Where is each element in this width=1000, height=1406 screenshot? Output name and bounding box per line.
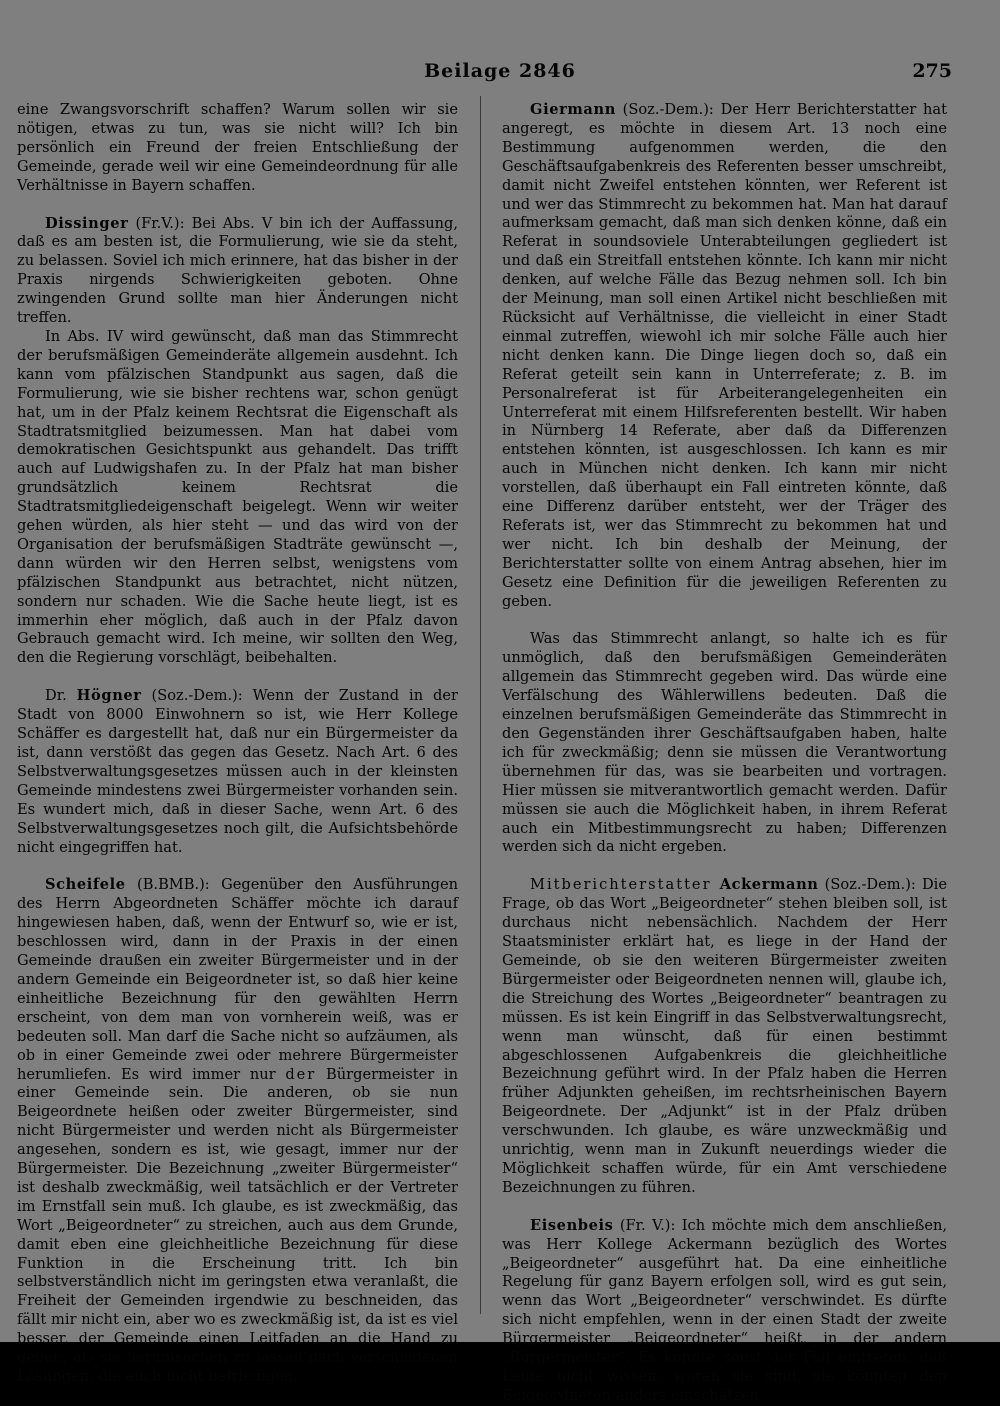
paragraph-dissinger-cont	[17, 328, 458, 668]
paragraph-text: Gegenüber den Ausführungen des Herrn Abgeordneten Schäffer möchte ich darauf hingewiesen haben, daß, wenn der Entwurf so, wie er ist, beschlossen wird, dann in der Praxis in der einen Gemeinde draußen ein zweiter Bürgermeister und in der andern Gemeinde ein Beigeordneter ist, so daß hier keine einheitliche Bezeichnung für den gewählten Herrn erscheint, von dem man von vornherein weiß, was er bedeuten soll. Man darf die Sache nicht so aufzäumen, als ob in einer Gemeinde zwei oder mehrere Bürgermeister herumliefen. Es wird immer nur	[17, 876, 458, 1083]
speaker-prefix: Dr.	[45, 687, 77, 705]
paragraph-text: eine Zwangsvorschrift schaffen? Warum sollen wir sie nötigen, etwas zu tun, was sie nicht will? Ich bin persönlich ein Freund der freien Entschließung der Gemeinde, gerade weil wir eine Gemeindeordnung für alle Verhältnisse in Bayern schaffen.	[17, 101, 458, 194]
page-number: 275	[912, 60, 952, 82]
paragraph-text: Wenn der Zustand in der Stadt von 8000 Einwohnern so ist, wie Herr Kollege Schäffer es dargestellt hat, daß nur ein Bürgermeister da ist, dann verstößt das gegen das Gesetz. Nach Art. 6 des Selbstverwaltungsgesetzes müssen auch in der kleinsten Gemeinde mindestens zwei Bürgermeister vorhanden sein. Es wundert mich, daß in dieser Sache, wenn Art. 6 des Selbstverwaltungsgesetzes noch gilt, die Aufsichtsbehörde nicht eingegriffen hat.	[17, 687, 458, 856]
speaker-name: Giermann	[530, 101, 616, 118]
speaker-name: Scheifele	[45, 876, 126, 894]
right-column	[502, 101, 947, 1404]
paragraph-text: Die Frage, ob das Wort „Beigeordneter“ stehen bleiben soll, ist durchaus nicht nebensächlich. Nachdem der Herr Staatsminister erklärt hat, es liege in der Hand der Gemeinde, ob sie den weiteren Bürgermeister zweiten Bürgermeister oder Beigeordneten nennen will, glaube ich, die Streichung des Wortes „Beigeordneter“ beantragen zu müssen. Es ist kein Eingriff in das Selbstverwaltungsrecht, wenn man wünscht, daß für einen bestimmt abgeschlossenen Aufgabenkreis die gleichheitliche Bezeichnung geführt wird. In der Pfalz haben die Herren früher Adjunkten geheißen, im rechtsrheinischen Bayern Beigeordnete. Der „Adjunkt“ ist in der Pfalz drüben verschwunden. Ich glaube, es wäre unzweckmäßig und unrichtig, wenn man in Zukunft neuerdings wieder die Möglichkeit schaffen würde, für ein Amt verschiedene Bezeichnungen zu führen.	[502, 876, 947, 1196]
speaker-party: (Soz.-Dem.):	[615, 101, 721, 118]
speaker-name: Dissinger	[45, 214, 129, 232]
paragraph-scheifele	[17, 876, 458, 1386]
paragraph-text: Ich möchte mich dem anschließen, was Herr Kollege Ackermann bezüglich des Wortes „Beigeordneter“ ausgeführt hat. Da eine einheitliche Regelung für ganz Bayern erfolgen soll, wird es gut sein, wenn das Wort „Beigeordneter“ verschwindet. Es dürfte sich nicht empfehlen, wenn in der einen Stadt der zweite Bürgermeister „Beigeordneter“ heißt, in der andern „Bürgermeister“. Es könnte sonst der Fall eintreten, daß Leute nicht wissen, woran sie sind, sie könnten den Beigeordneten anders einschätzen	[502, 1216, 947, 1404]
speaker-party: (Fr.V.):	[128, 214, 192, 232]
speaker-name: Ackermann	[719, 876, 819, 894]
paragraph-ackermann	[502, 876, 947, 1197]
speaker-name: Högner	[76, 687, 142, 705]
spaced-emphasis: der	[285, 1065, 317, 1083]
speaker-name: Eisenbeis	[530, 1216, 614, 1234]
paragraph-text: Was das Stimmrecht anlangt, so halte ich es für unmöglich, daß den berufsmäßigen Gemeinderäten allgemein das Stimmrecht gegeben wird. Das würde eine Verfälschung des Wählerwillens bedeuten. Daß die einzelnen berufsmäßigen Gemeinderäte das Stimmrecht in den Gegenständen ihrer Geschäftsaufgaben haben, halte ich für zweckmäßig; denn sie müssen die Verantwortung übernehmen für das, was sie bearbeiten und vortragen. Hier müssen sie mitverantwortlich gemacht werden. Dafür müssen sie auch die Möglichkeit haben, in ihrem Referat auch ein Mitbestimmungsrecht zu haben; Differenzen werden sich da nicht ergeben.	[502, 630, 947, 856]
paragraph-text: Bürgermeister in einer Gemeinde sein. Die anderen, ob sie nun Beigeordnete heißen oder zweiter Bürgermeister, sind nicht Bürgermeister und werden nicht als Bürgermeister angesehen, sondern es ist, wie gesagt, immer nur der Bürgermeister. Die Bezeichnung „zweiter Bürgermeister“ ist deshalb zweckmäßig, weil tatsächlich er der Vertreter im Ernstfall sein muß. Ich glaube, es ist zweckmäßig, das Wort „Beigeordneter“ zu streichen, auch aus dem Grunde, damit eben eine gleichheitliche Bezeichnung für diese Funktion in die Erscheinung tritt. Ich bin selbstverständlich nicht im geringsten etwa veranlaßt, die Freiheit der Gemeinden irgendwie zu beschneiden, das fällt mir nicht ein, aber wo es zweckmäßig ist, da ist es viel besser, der Gemeinde einen Leitfaden an die Hand zu geben, als sie herumsuchen zu lassen nach verschiedenen Lösungen, die auch nicht befriedigen.	[17, 1065, 458, 1385]
paragraph-giermann	[502, 101, 947, 611]
speaker-party: (Soz.-Dem.):	[141, 687, 253, 705]
left-column	[17, 101, 458, 1385]
speaker-party: (Soz.-Dem.):	[818, 876, 922, 894]
paragraph-text: Der Herr Berichterstatter hat angeregt, es möchte in diesem Art. 13 noch eine Bestimmung aufgenommen werden, die den Geschäftsaufgabenkreis des Referenten besser umschreibt, damit nicht Zweifel entstehen könnten, wer Referent ist und wer das Stimmrecht zu bekommen hat. Man hat darauf aufmerksam gemacht, daß man sich denken könne, daß ein Referat in soundsoviele Unterabteilungen gegliedert ist und daß ein Streitfall entstehen könnte. Ich kann mir nicht denken, auf welche Fälle das Bezug nehmen soll. Ich bin der Meinung, man soll einen Artikel nicht beschließen mit Rücksicht auf Verhältnisse, die vielleicht in einer Stadt einmal zutreffen, wiewohl ich mir solche Fälle auch hier nicht denken kann. Die Dinge liegen doch so, daß ein Referat geteilt sein kann in Unterreferate; z. B. im Personalreferat ist für Arbeiterangelegenheiten ein Unterreferat mit einem Hilfsreferenten bestellt. Wir haben in Nürnberg 14 Referate, aber daß da Differenzen entstehen könnten, ist ausgeschlossen. Ich kann es mir auch in München nicht denken. Ich kann mir nicht vorstellen, daß überhaupt ein Fall eintreten könnte, daß eine Differenz darüber entsteht, wer der Träger des Referats ist, wer das Stimmrecht zu bekommen hat und wer nicht. Ich bin deshalb der Meinung, der Berichterstatter sollte von einem Antrag absehen, hier im Gesetz eine Definition für die jeweiligen Referenten zu geben.	[502, 101, 947, 610]
column-divider	[480, 96, 481, 1314]
paragraph-continuation	[17, 101, 458, 196]
speaker-party: (Fr. V.):	[613, 1216, 682, 1234]
speaker-party: (B.BMB.):	[125, 876, 222, 894]
paragraph-eisenbeis	[502, 1217, 947, 1406]
paragraph-giermann-cont	[502, 630, 947, 857]
paragraph-dissinger	[17, 215, 458, 328]
page-header-title: Beilage 2846	[424, 60, 576, 82]
paragraph-text: In Abs. IV wird gewünscht, daß man das Stimmrecht der berufsmäßigen Gemeinderäte allgemein ausdehnt. Ich kann vom pfälzischen Standpunkt aus sagen, daß die Formulierung, wie sie bisher rechtens war, schon genügt hat, um in der Pfalz keinem Rechtsrat die Eigenschaft als Stadtratsmitglied beizumessen. Man hat dabei vom demokratischen Gesichtspunkt aus gehandelt. Das trifft auch auf Ludwigshafen zu. In der Pfalz hat man bisher grundsätzlich keinem Rechtsrat die Stadtratsmitgliedeigenschaft beigelegt. Wenn wir weiter gehen würden, als hier steht — und das wird von der Organisation der berufsmäßigen Stadträte gewünscht —, dann würden wir den Herren selbst, wenigstens vom pfälzischen Standpunkt aus betrachtet, nicht nützen, sondern nur schaden. Wie die Sache heute liegt, ist es immerhin eher möglich, daß auch in der Pfalz davon Gebrauch gemacht wird. Ich meine, wir sollten den Weg, den die Regierung vorschlägt, beibehalten.	[17, 327, 458, 667]
paragraph-text: Bei Abs. V bin ich der Auffassung, daß es am besten ist, die Formulierung, wie sie da steht, zu belassen. Soviel ich mich erinnere, hat das bisher in der Praxis nirgends Schwierigkeiten geboten. Ohne zwingenden Grund sollte man hier Änderungen nicht treffen.	[17, 214, 458, 327]
speaker-prefix: Mitberichterstatter	[530, 876, 720, 894]
paragraph-hoegner	[17, 687, 458, 857]
